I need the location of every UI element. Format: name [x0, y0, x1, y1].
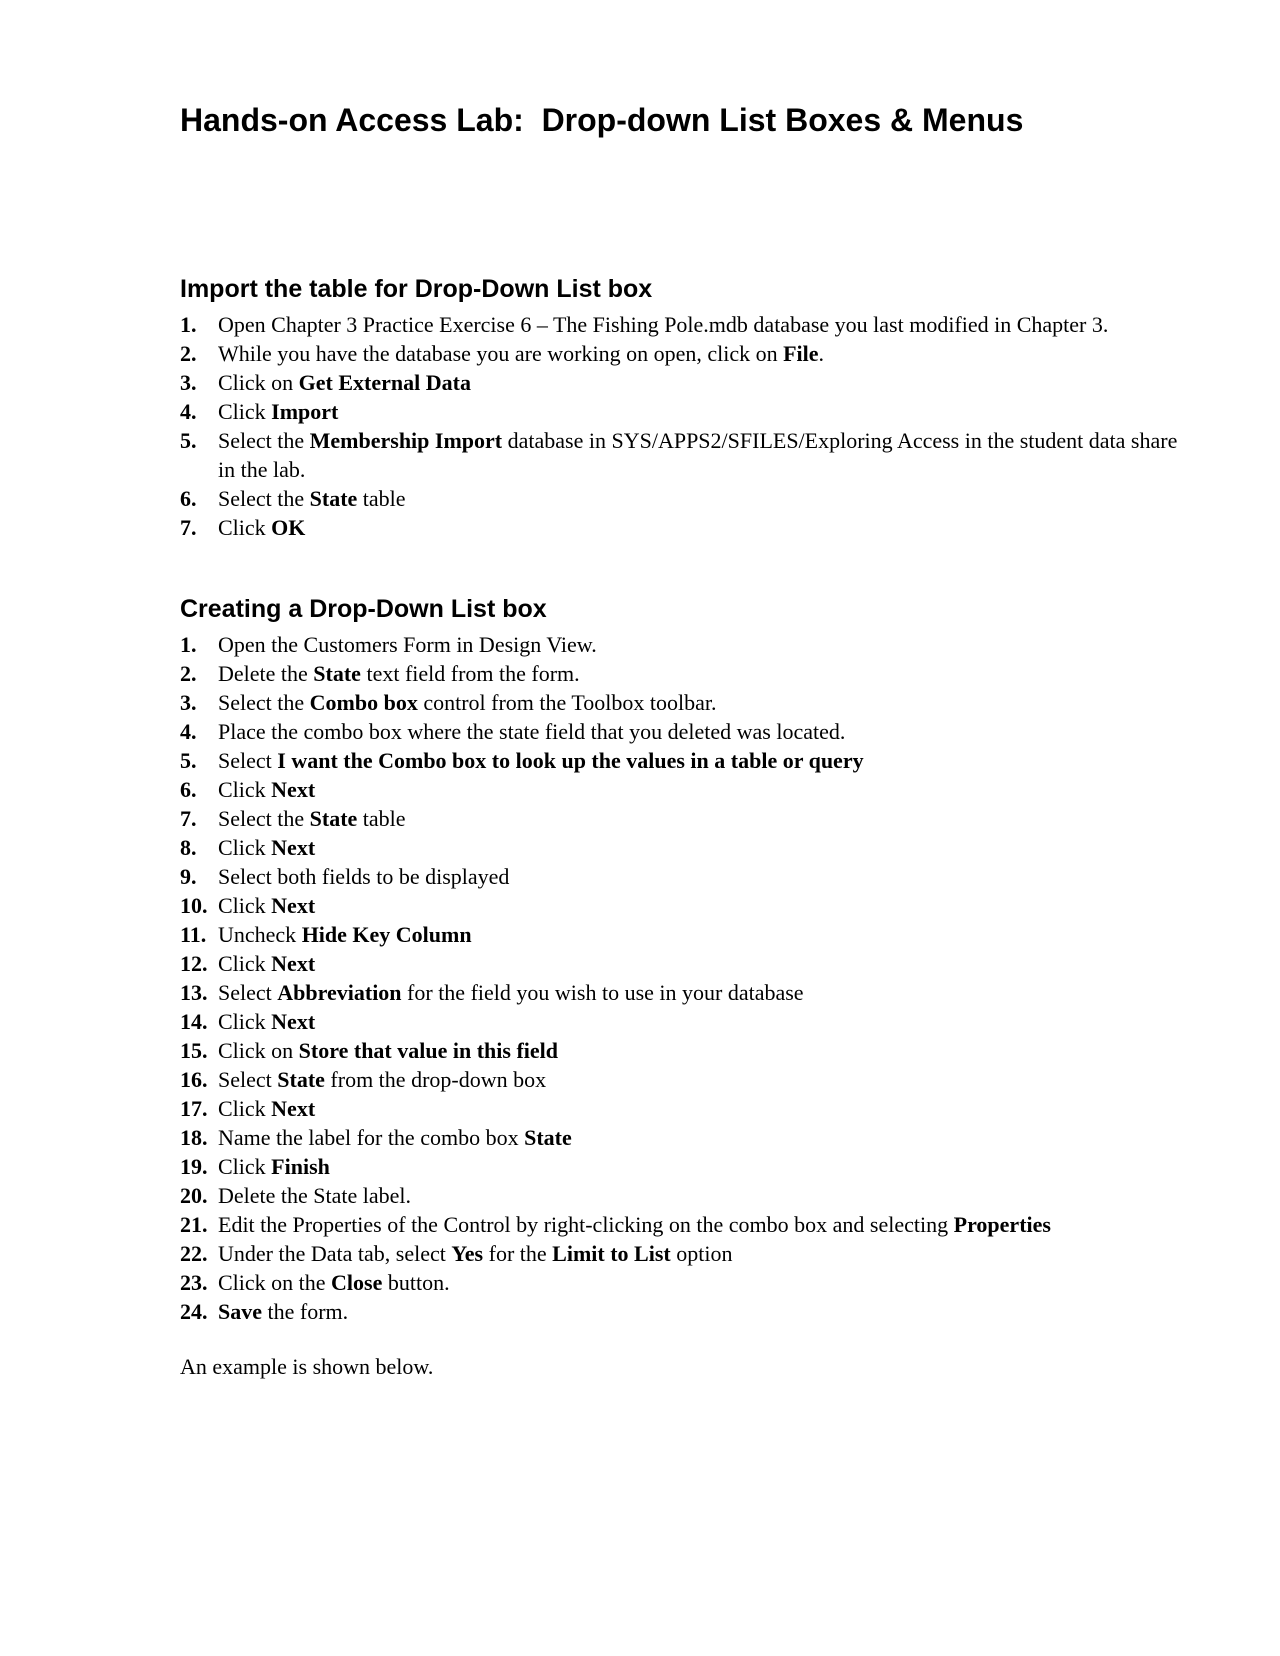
- step-text: Select the: [218, 486, 310, 511]
- step-text: Place the combo box where the state field that you deleted was located.: [218, 719, 846, 744]
- step-number: 2.: [180, 341, 197, 366]
- step-emphasis: Next: [271, 1096, 316, 1121]
- list-item: [180, 920, 1180, 949]
- step-number: 1.: [180, 312, 197, 337]
- step-text: Click: [218, 1009, 272, 1034]
- step-emphasis: Next: [271, 1009, 316, 1034]
- list-item: [180, 1239, 1180, 1268]
- step-text: Click: [218, 951, 272, 976]
- list-item: [180, 833, 1180, 862]
- step-number: 5.: [180, 428, 197, 453]
- step-number: 17.: [180, 1096, 208, 1121]
- step-number: 11.: [180, 922, 207, 947]
- step-number: 6.: [180, 777, 197, 802]
- step-emphasis: Hide Key Column: [301, 922, 472, 947]
- step-text: control from the Toolbox toolbar.: [417, 690, 717, 715]
- list-item: [180, 688, 1180, 717]
- step-text: Select the: [218, 428, 310, 453]
- list-item: [180, 1065, 1180, 1094]
- step-number: 9.: [180, 864, 197, 889]
- list-item: [180, 717, 1180, 746]
- step-text: Click: [218, 893, 272, 918]
- step-emphasis: Close: [331, 1270, 383, 1295]
- step-number: 12.: [180, 951, 208, 976]
- list-item: [180, 1268, 1180, 1297]
- step-text: Open the Customers Form in Design View.: [218, 632, 597, 657]
- step-number: 15.: [180, 1038, 208, 1063]
- step-text: Click on: [218, 370, 299, 395]
- step-text: Click: [218, 835, 272, 860]
- step-text: table: [357, 486, 406, 511]
- step-text: Click: [218, 777, 272, 802]
- step-text: database in SYS/APPS2/SFILES/Exploring Access in the student data share in the lab.: [218, 428, 1178, 482]
- step-text: Select: [218, 748, 278, 773]
- step-number: 13.: [180, 980, 208, 1005]
- section-import-table: [180, 272, 1180, 542]
- step-text: Click: [218, 515, 272, 540]
- step-text: Edit the Properties of the Control by right-clicking on the combo box and selecting: [218, 1212, 954, 1237]
- step-text: While you have the database you are working on open, click on: [218, 341, 784, 366]
- step-text: Open Chapter 3 Practice Exercise 6 – The Fishing Pole.mdb database you last modified in Chapter 3.: [218, 312, 1109, 337]
- step-text: Click: [218, 1096, 272, 1121]
- step-text: table: [357, 806, 406, 831]
- step-emphasis: Next: [271, 777, 316, 802]
- step-number: 22.: [180, 1241, 208, 1266]
- list-item: [180, 862, 1180, 891]
- list-item: [180, 891, 1180, 920]
- list-item: [180, 949, 1180, 978]
- list-item: [180, 804, 1180, 833]
- step-emphasis: State: [309, 806, 358, 831]
- step-emphasis: Get External Data: [298, 370, 471, 395]
- step-emphasis: Properties: [953, 1212, 1051, 1237]
- step-text: button.: [382, 1270, 450, 1295]
- closing-text: An example is shown below.: [180, 1354, 434, 1379]
- page-title: Hands-on Access Lab: Drop-down List Boxes & Menus: [180, 102, 1024, 138]
- list-item: [180, 339, 1180, 368]
- step-number: 5.: [180, 748, 197, 773]
- list-item: [180, 1297, 1180, 1326]
- step-text: Select: [218, 980, 278, 1005]
- section-create-dropdown: [180, 592, 1180, 1326]
- step-emphasis: Finish: [271, 1154, 330, 1179]
- step-emphasis: Membership Import: [309, 428, 503, 453]
- step-text: Select: [218, 1067, 278, 1092]
- list-item: [180, 630, 1180, 659]
- step-number: 23.: [180, 1270, 208, 1295]
- step-text: the form.: [262, 1299, 349, 1324]
- list-item: [180, 484, 1180, 513]
- list-item: [180, 746, 1180, 775]
- section-heading: Creating a Drop-Down List box: [180, 595, 547, 623]
- list-item: [180, 426, 1180, 484]
- step-text: text field from the form.: [360, 661, 580, 686]
- step-number: 16.: [180, 1067, 208, 1092]
- list-item: [180, 368, 1180, 397]
- step-emphasis: Next: [271, 893, 316, 918]
- list-item: [180, 1036, 1180, 1065]
- list-item: [180, 1007, 1180, 1036]
- step-emphasis: Save: [218, 1299, 262, 1324]
- step-emphasis: Next: [271, 835, 316, 860]
- step-text: .: [818, 341, 825, 366]
- step-emphasis: Store that value in this field: [298, 1038, 558, 1063]
- list-item: [180, 978, 1180, 1007]
- list-item: [180, 1123, 1180, 1152]
- step-number: 6.: [180, 486, 197, 511]
- list-item: [180, 513, 1180, 542]
- step-text: option: [670, 1241, 733, 1266]
- step-number: 24.: [180, 1299, 208, 1324]
- step-emphasis: OK: [271, 515, 306, 540]
- step-emphasis: File: [783, 341, 819, 366]
- list-item: [180, 659, 1180, 688]
- step-text: Select the: [218, 806, 310, 831]
- step-emphasis: Combo box: [309, 690, 418, 715]
- step-text: Select the: [218, 690, 310, 715]
- step-emphasis: Limit to List: [552, 1241, 671, 1266]
- step-number: 3.: [180, 690, 197, 715]
- step-text: Name the label for the combo box: [218, 1125, 525, 1150]
- steps-list: [180, 630, 1180, 1326]
- step-text: Delete the: [218, 661, 314, 686]
- step-number: 7.: [180, 515, 197, 540]
- step-number: 18.: [180, 1125, 208, 1150]
- step-text: Uncheck: [218, 922, 302, 947]
- step-text: Select both fields to be displayed: [218, 864, 510, 889]
- step-emphasis: Import: [271, 399, 339, 424]
- step-text: Click on: [218, 1038, 299, 1063]
- list-item: [180, 1210, 1180, 1239]
- list-item: [180, 1181, 1180, 1210]
- step-text: Click: [218, 1154, 272, 1179]
- list-item: [180, 1094, 1180, 1123]
- step-number: 8.: [180, 835, 197, 860]
- step-number: 21.: [180, 1212, 208, 1237]
- step-text: for the field you wish to use in your database: [401, 980, 804, 1005]
- step-emphasis: State: [313, 661, 361, 686]
- step-emphasis: State: [524, 1125, 572, 1150]
- list-item: [180, 775, 1180, 804]
- step-text: Click: [218, 399, 272, 424]
- step-number: 10.: [180, 893, 208, 918]
- list-item: [180, 397, 1180, 426]
- step-text: Delete the State label.: [218, 1183, 412, 1208]
- list-item: [180, 310, 1180, 339]
- step-emphasis: Abbreviation: [277, 980, 402, 1005]
- step-number: 4.: [180, 719, 197, 744]
- step-number: 14.: [180, 1009, 208, 1034]
- step-number: 1.: [180, 632, 197, 657]
- step-text: from the drop-down box: [324, 1067, 547, 1092]
- step-number: 19.: [180, 1154, 208, 1179]
- step-emphasis: State: [277, 1067, 325, 1092]
- list-item: [180, 1152, 1180, 1181]
- step-text: Under the Data tab, select: [218, 1241, 452, 1266]
- step-number: 20.: [180, 1183, 208, 1208]
- step-emphasis: Next: [271, 951, 316, 976]
- steps-list: [180, 310, 1180, 542]
- step-emphasis: I want the Combo box to look up the values in a table or query: [277, 748, 864, 773]
- step-number: 4.: [180, 399, 197, 424]
- step-text: Click on the: [218, 1270, 332, 1295]
- step-emphasis: Yes: [451, 1241, 484, 1266]
- step-number: 3.: [180, 370, 197, 395]
- step-emphasis: State: [309, 486, 358, 511]
- step-number: 2.: [180, 661, 197, 686]
- step-text: for the: [483, 1241, 553, 1266]
- step-number: 7.: [180, 806, 197, 831]
- section-heading: Import the table for Drop-Down List box: [180, 275, 653, 303]
